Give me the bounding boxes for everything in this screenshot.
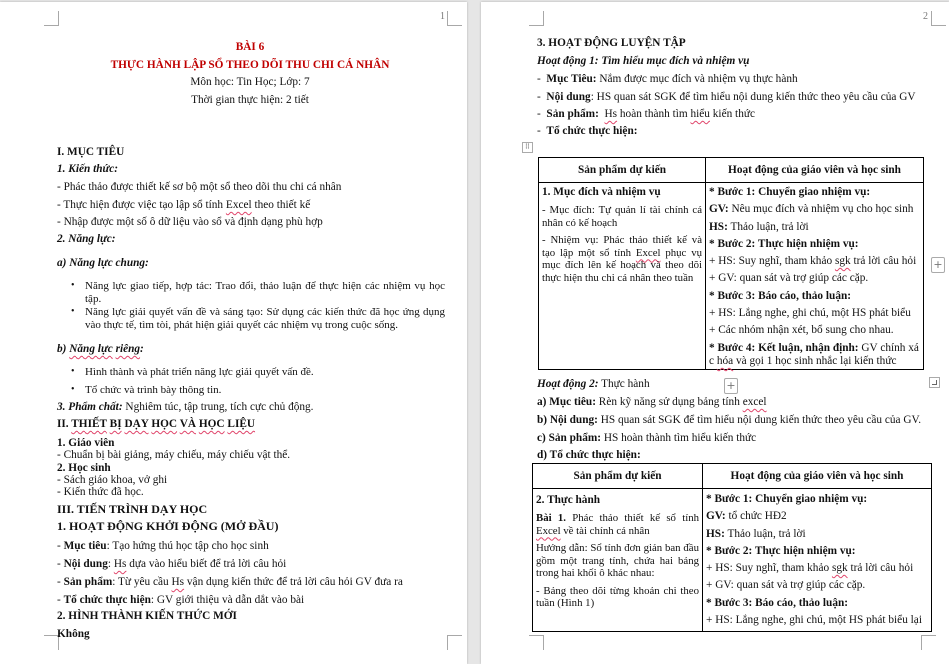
practice-heading: 3. HOẠT ĐỘNG LUYỆN TẬP	[537, 37, 686, 49]
insert-column-plus-icon[interactable]: +	[931, 257, 945, 273]
student-heading: 2. Học sinh	[57, 462, 111, 474]
knowledge-item: - Phác thảo được thiết kế sơ bộ một sổ theo dõi thu chi cá nhân	[57, 181, 342, 193]
step-line: + GV: quan sát và trợ giúp các cặp.	[706, 579, 866, 592]
specific-ability-item: • Tổ chức và trình bày thông tin.	[85, 383, 221, 397]
item-label: a) Mục tiêu:	[537, 396, 596, 408]
new-knowledge-text: Không	[57, 628, 90, 640]
table-header-cell: Sản phẩm dự kiến	[539, 158, 706, 183]
step-text: GV chính xá	[858, 341, 919, 354]
table-cell-activity[interactable]	[706, 183, 924, 370]
table-header-row	[539, 158, 924, 183]
cell-table-item: - Bảng theo dõi từng khoản chi theo tuần (Hình 1)	[536, 584, 699, 609]
crop-mark	[447, 635, 462, 650]
step-text: trả lời câu hỏi	[847, 562, 914, 575]
gv-line	[709, 203, 920, 216]
table-cell-product[interactable]	[539, 183, 706, 370]
activity2-item	[537, 395, 767, 409]
item-text: hoàn thành tìm	[617, 108, 691, 120]
spellcheck-word[interactable]: Hs	[604, 108, 618, 120]
gv-label: GV:	[706, 510, 726, 523]
item-text: Nắm được mục đích và nhiệm vụ thực hành	[596, 73, 798, 85]
general-ability-heading: a) Năng lực chung:	[57, 257, 149, 269]
cell-title: 1. Mục đích và nhiệm vụ	[542, 186, 661, 198]
step-heading: * Bước 1: Chuyển giao nhiệm vụ:	[709, 186, 871, 198]
item-text: Rèn kỹ năng sử dụng bảng tính	[595, 396, 743, 408]
specific-ability-heading	[57, 342, 144, 356]
item-text: HS quan sát SGK để tìm hiểu nội dung kiến thức theo yêu cầu của GV.	[597, 414, 922, 426]
gv-line	[706, 510, 928, 523]
activity1-item: - Sản phẩm: Hs hoàn thành tìm hiểu kiến thức	[537, 108, 755, 120]
item-text: : Tạo hứng thú học tập cho học sinh	[106, 540, 269, 552]
table-resize-handle-icon[interactable]	[929, 377, 940, 388]
spellcheck-word[interactable]: Excel	[225, 199, 252, 211]
step-heading: * Bước 2: Thực hiện nhiệm vụ:	[706, 544, 856, 557]
spellcheck-word[interactable]: riêng	[115, 343, 141, 355]
step-label: * Bước 4: Kết luận, nhận định:	[709, 341, 859, 354]
duration-line: Thời gian thực hiện: 2 tiết	[191, 94, 309, 106]
insert-row-plus-icon[interactable]: +	[724, 378, 738, 394]
crop-mark	[447, 11, 462, 26]
cell-text: - Nhiệm vụ: Phác thảo thiết kế và tạo lập một sổ tính	[542, 234, 702, 259]
page-number: 1	[440, 11, 445, 22]
step-line: + HS: Lắng nghe, ghi chú, một HS phát biểu lại	[706, 614, 922, 627]
activity1-heading: Hoạt động 1: Tìm hiểu mục đích và nhiệm vụ	[537, 55, 750, 67]
spellcheck-word[interactable]: VÀ	[179, 418, 197, 430]
step-text: trả lời câu hỏi	[850, 255, 917, 268]
step-text: và gọi 1 học sinh nhắc lại kiến thức	[733, 354, 897, 367]
item-text: Năng lực giao tiếp, hợp tác: Trao đổi, thảo luận để thực hiện các nhiệm vụ học	[85, 280, 445, 292]
step-line	[709, 355, 920, 368]
step-heading: * Bước 2: Thực hiện nhiệm vụ:	[709, 237, 859, 250]
activity2-item	[537, 413, 921, 427]
activity1-item: - Nội dung: HS quan sát SGK để tìm hiểu nội dung kiến thức theo yêu cầu của GV	[537, 91, 916, 103]
cell-guide: Hướng dẫn: Sổ tính đơn giản ban đầu gồm một trang tính, chứa hai bảng trong hai khối ô khác nhau:	[536, 542, 699, 579]
general-ability-item	[85, 306, 445, 331]
spellcheck-word[interactable]: Excel	[536, 524, 561, 537]
heading-prefix: b)	[57, 343, 70, 355]
step-line: + HS: Lắng nghe, ghi chú, một HS phát biểu	[709, 307, 911, 320]
table-row	[539, 183, 924, 370]
item-text: vận dụng kiến thức để trả lời câu hỏi GV đưa ra	[184, 576, 403, 588]
quality-label: 3. Phẩm chất:	[57, 401, 123, 413]
gv-text: Nêu mục đích và nhiệm vụ cho học sinh	[728, 203, 914, 216]
activity2-item	[537, 431, 756, 445]
activity2-heading	[537, 377, 650, 391]
spellcheck-word[interactable]: THIẾT	[71, 418, 107, 430]
item-label: Sản phẩm:	[546, 108, 599, 120]
crop-mark	[931, 11, 946, 26]
crop-mark	[529, 635, 544, 650]
hs-text: Thảo luận, trả lời	[724, 527, 806, 540]
gv-label: GV:	[709, 203, 729, 216]
table-row	[533, 489, 932, 632]
cell-text: về tài chính cá nhân	[560, 524, 650, 537]
item-label: Sản phẩm	[63, 576, 113, 588]
spellcheck-word[interactable]: HỌC	[198, 418, 225, 430]
item-label: Nội dung	[63, 558, 108, 570]
spellcheck-word[interactable]: HỌC	[151, 418, 178, 430]
step-line: + GV: quan sát và trợ giúp các cặp.	[709, 272, 869, 285]
item-text: vào thực tế, tìm tòi, phát hiện giải quyết các nhiệm vụ trong cuộc sống.	[85, 318, 398, 331]
spellcheck-word[interactable]: BỊ	[109, 418, 122, 430]
step-heading: * Bước 1: Chuyển giao nhiệm vụ:	[706, 493, 868, 505]
ability-heading: 2. Năng lực:	[57, 233, 116, 245]
quality-text: Nghiêm túc, tập trung, tích cực chủ động.	[122, 401, 314, 413]
warmup-item: - Tổ chức thực hiện: GV giới thiệu và dẫn dắt vào bài	[57, 594, 305, 606]
step-text: + HS: Suy nghĩ, tham khảo	[709, 255, 835, 268]
student-item: - Kiến thức đã học.	[57, 486, 144, 498]
activity2-text: Thực hành	[598, 378, 650, 390]
spellcheck-word[interactable]: Hs	[171, 576, 185, 588]
table-move-handle-icon[interactable]: ⠿	[522, 142, 533, 153]
item-text: :	[107, 558, 114, 570]
spellcheck-word[interactable]: hiểu	[690, 108, 710, 120]
activity1-table	[538, 157, 924, 370]
item-label: b) Nội dung:	[537, 414, 598, 426]
spellcheck-word[interactable]: sgk	[831, 562, 848, 575]
item-label: Mục Tiêu:	[546, 73, 597, 85]
spellcheck-word[interactable]: Excel	[635, 246, 661, 259]
item-text: : Từ yêu cầu	[112, 576, 172, 588]
warmup-heading: 1. HOẠT ĐỘNG KHỞI ĐỘNG (MỞ ĐẦU)	[57, 519, 279, 533]
item-label: c) Sản phẩm:	[537, 432, 602, 444]
crop-mark	[529, 11, 544, 26]
spellcheck-word[interactable]: LIỆU	[227, 418, 256, 430]
item-label: Nội dung	[546, 91, 591, 103]
item-text: HS hoàn thành tìm hiểu kiến thức	[601, 432, 757, 444]
quality-line	[57, 400, 314, 414]
cell-exercise	[536, 512, 699, 537]
activity2-item	[537, 448, 641, 462]
table-cell-activity[interactable]	[703, 489, 932, 632]
table-header-row	[533, 464, 932, 489]
spellcheck-word[interactable]: DẠY	[124, 418, 149, 430]
lesson-title: THỰC HÀNH LẬP SỔ THEO DÕI THU CHI CÁ NHÂN	[110, 59, 390, 71]
item-label: Tổ chức thực hiện:	[546, 125, 638, 137]
hs-line	[709, 221, 920, 234]
cell-task	[542, 234, 702, 284]
subject-line: Môn học: Tin Học; Lớp: 7	[190, 76, 310, 88]
step-text: c	[709, 354, 717, 367]
new-knowledge-heading: 2. HÌNH THÀNH KIẾN THỨC MỚI	[57, 610, 237, 622]
hs-label: HS:	[709, 220, 728, 233]
cell-purpose: - Mục đích: Tự quản lí tài chính cá nhân có kế hoạch	[542, 204, 702, 229]
teacher-item: - Chuẩn bị bài giảng, máy chiếu, máy chiếu vật thể.	[57, 449, 291, 461]
spellcheck-word[interactable]: sgk	[834, 255, 851, 268]
table-header-cell: Hoạt động của giáo viên và học sinh	[703, 464, 932, 489]
step-line	[709, 342, 920, 355]
heading-prefix: II.	[57, 418, 72, 430]
item-text: dựa vào hiểu biết để trả lời câu hỏi	[126, 558, 287, 570]
crop-mark	[921, 635, 936, 650]
teacher-heading: 1. Giáo viên	[57, 437, 115, 449]
gv-text: tổ chức HĐ2	[725, 510, 787, 523]
item-label: Mục tiêu	[63, 540, 107, 552]
section-heading-equipment	[57, 417, 255, 431]
item-text: kiến thức	[709, 108, 755, 120]
cell-text: phục vụ mục đích lên kế hoạch và theo dõi thực hiện thu chi cá nhân theo tuần	[542, 246, 702, 284]
activity1-item: - Mục Tiêu: Nắm được mục đích và nhiệm vụ thực hành	[537, 73, 798, 85]
spellcheck-word[interactable]: excel	[742, 396, 767, 408]
specific-ability-item: • Hình thành và phát triển năng lực giải quyết vấn đề.	[85, 365, 314, 379]
knowledge-item: - Nhập được một số ô dữ liệu vào sổ và định dạng phù hợp	[57, 216, 323, 228]
page-number: 2	[923, 11, 928, 22]
step-heading: * Bước 3: Báo cáo, thảo luận:	[706, 596, 849, 609]
heading-suffix: :	[140, 343, 144, 355]
step-line	[709, 255, 920, 268]
hs-text: Thảo luận, trả lời	[727, 220, 809, 233]
knowledge-item	[57, 198, 310, 212]
general-ability-item	[85, 280, 445, 305]
item-label: Tổ chức thực hiện	[63, 594, 151, 606]
knowledge-item-text: theo thiết kế	[251, 199, 311, 211]
hs-label: HS:	[706, 527, 725, 540]
warmup-item: - Mục tiêu: Tạo hứng thú học tập cho học sinh	[57, 540, 269, 552]
student-item: - Sách giáo khoa, vở ghi	[57, 474, 168, 486]
knowledge-item-text: - Thực hiện được việc tạo lập sổ tính	[57, 199, 226, 211]
section-heading-process: III. TIẾN TRÌNH DẠY HỌC	[57, 502, 208, 516]
warmup-item: - Sản phẩm: Từ yêu cầu Hs vận dụng kiến thức để trả lời câu hỏi GV đưa ra	[57, 576, 403, 588]
crop-mark	[44, 11, 59, 26]
activity2-label: Hoạt động 2:	[537, 378, 599, 390]
item-text: : GV giới thiệu và dẫn dắt vào bài	[150, 594, 305, 606]
lesson-number: BÀI 6	[235, 41, 265, 53]
item-label: d) Tổ chức thực hiện:	[537, 449, 641, 461]
activity2-table	[532, 463, 932, 632]
table-header-cell: Hoạt động của giáo viên và học sinh	[706, 158, 924, 183]
exercise-label: Bài 1.	[536, 512, 566, 524]
activity1-item: - Tổ chức thực hiện:	[537, 125, 638, 137]
document-page-1[interactable]	[0, 2, 467, 664]
cell-title: 2. Thực hành	[536, 494, 601, 506]
spellcheck-word[interactable]: hóa	[716, 354, 734, 367]
table-header-cell: Sản phẩm dự kiến	[533, 464, 703, 489]
section-heading-objectives: I. MỤC TIÊU	[57, 146, 125, 158]
table-cell-product[interactable]	[533, 489, 703, 632]
cell-text: Phác thảo thiết kế sổ tính	[565, 512, 699, 524]
hs-line	[706, 528, 928, 541]
spellcheck-word[interactable]: Năng lực	[69, 343, 113, 355]
item-text: Năng lực giải quyết vấn đề và sáng tạo: Sử dụng các kiến thức đã học ứng dụng	[85, 306, 445, 318]
spellcheck-word[interactable]: Hs	[113, 558, 127, 570]
item-text: tập.	[85, 292, 102, 305]
item-text: : HS quan sát SGK để tìm hiểu nội dung kiến thức theo yêu cầu của GV	[590, 91, 916, 103]
step-line: + Các nhóm nhận xét, bổ sung cho nhau.	[709, 324, 894, 337]
step-line	[706, 562, 928, 575]
step-text: + HS: Suy nghĩ, tham khảo	[706, 562, 832, 575]
warmup-item: - Nội dung: Hs dựa vào hiểu biết để trả lời câu hỏi	[57, 558, 287, 570]
knowledge-heading: 1. Kiến thức:	[57, 163, 119, 175]
step-heading: * Bước 3: Báo cáo, thảo luận:	[709, 289, 852, 302]
document-page-2[interactable]	[481, 2, 949, 664]
